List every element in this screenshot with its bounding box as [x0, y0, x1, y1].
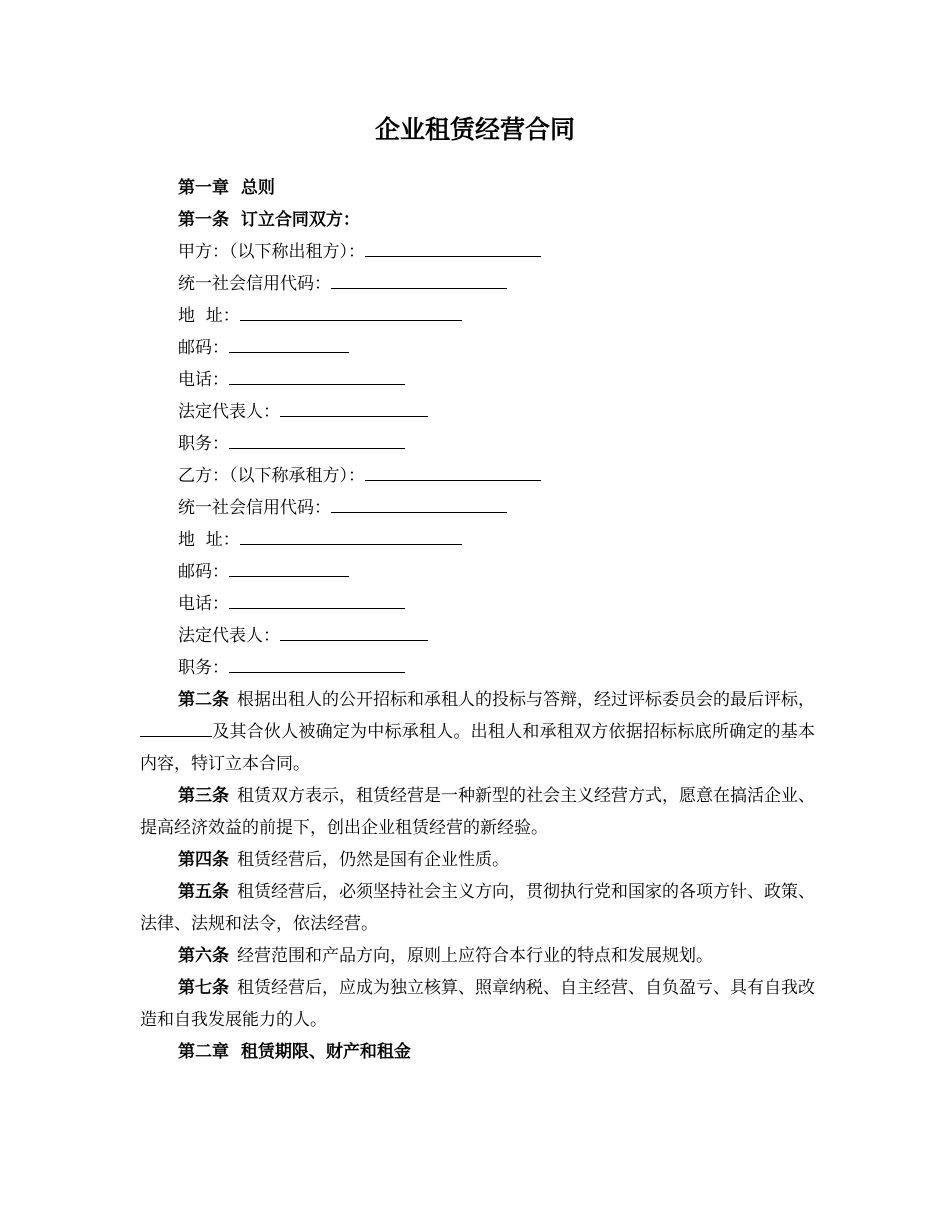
party-a-blank[interactable] — [365, 238, 541, 257]
party-b-code-label: 统一社会信用代码： — [178, 498, 331, 518]
party-b-postcode-label: 邮码： — [178, 562, 229, 582]
article-3-text: 租赁双方表示，租赁经营是一种新型的社会主义经营方式，愿意在搞活企业、提高经济效益的前提下，创出企业租赁经营的新经验。 — [140, 786, 815, 838]
article-7-text: 租赁经营后，应成为独立核算、照章纳税、自主经营、自负盈亏、具有自我改造和自我发展能力的人。 — [140, 978, 815, 1030]
article-7 — [140, 972, 815, 1036]
party-b-blank[interactable] — [365, 462, 541, 481]
party-a-rep-line — [178, 396, 428, 428]
article-3-label: 第三条 — [178, 786, 229, 806]
chapter-1-heading — [178, 172, 275, 204]
party-b-postcode-blank[interactable] — [229, 558, 349, 577]
party-b-code-blank[interactable] — [331, 494, 507, 513]
party-b-code-line — [178, 492, 507, 524]
party-b-address-blank[interactable] — [240, 526, 462, 545]
article-2-text-b: 及其合伙人被确定为中标承租人。出租人和承租双方依据招标标底所确定的基本内容，特订立本合同。 — [140, 722, 815, 774]
party-a-address-blank[interactable] — [240, 302, 462, 321]
party-a-position-blank[interactable] — [229, 430, 405, 449]
party-b-line — [178, 460, 541, 492]
party-b-phone-line — [178, 588, 405, 620]
party-a-code-line — [178, 268, 507, 300]
party-a-address-line — [178, 300, 462, 332]
article-1-label: 第一条 — [178, 210, 229, 230]
article-1-heading — [178, 204, 360, 236]
party-a-position-line — [178, 428, 405, 460]
party-a-postcode-line — [178, 332, 349, 364]
article-5-text: 租赁经营后，必须坚持社会主义方向，贯彻执行党和国家的各项方针、政策、法律、法规和法令，依法经营。 — [140, 882, 815, 934]
party-a-label: 甲方：（以下称出租方）： — [178, 242, 365, 262]
chapter-1-name: 总则 — [240, 178, 275, 198]
article-6-label: 第六条 — [178, 946, 229, 966]
document-title: 企业租赁经营合同 — [374, 115, 575, 144]
article-4-label: 第四条 — [178, 850, 229, 870]
article-2-blank[interactable] — [140, 718, 212, 737]
party-a-position-label: 职务： — [178, 434, 229, 454]
party-a-code-label: 统一社会信用代码： — [178, 274, 331, 294]
party-b-position-blank[interactable] — [229, 654, 405, 673]
article-2-label: 第二条 — [178, 690, 229, 710]
article-6-text: 经营范围和产品方向，原则上应符合本行业的特点和发展规划。 — [237, 946, 713, 966]
party-a-postcode-label: 邮码： — [178, 338, 229, 358]
chapter-1-label: 第一章 — [178, 178, 229, 198]
party-b-label: 乙方：（以下称承租方）： — [178, 466, 365, 486]
chapter-2-label: 第二章 — [178, 1042, 229, 1062]
party-b-phone-label: 电话： — [178, 594, 229, 614]
party-a-rep-blank[interactable] — [280, 398, 428, 417]
party-b-phone-blank[interactable] — [229, 590, 405, 609]
party-a-line — [178, 236, 541, 268]
article-3 — [140, 780, 815, 844]
party-b-position-line — [178, 652, 405, 684]
article-5 — [140, 876, 815, 940]
party-b-rep-label: 法定代表人： — [178, 626, 280, 646]
article-4-text: 租赁经营后，仍然是国有企业性质。 — [237, 850, 509, 870]
article-2 — [140, 684, 815, 780]
article-5-label: 第五条 — [178, 882, 229, 902]
chapter-2-heading — [178, 1036, 411, 1068]
party-b-address-label: 地 址： — [178, 530, 240, 550]
chapter-2-name: 租赁期限、财产和租金 — [240, 1042, 411, 1062]
party-b-position-label: 职务： — [178, 658, 229, 678]
party-a-phone-line — [178, 364, 405, 396]
article-6 — [140, 940, 815, 972]
article-7-label: 第七条 — [178, 978, 229, 998]
party-a-postcode-blank[interactable] — [229, 334, 349, 353]
party-b-rep-blank[interactable] — [280, 622, 428, 641]
party-a-phone-blank[interactable] — [229, 366, 405, 385]
party-a-code-blank[interactable] — [331, 270, 507, 289]
party-b-rep-line — [178, 620, 428, 652]
article-2-text-a: 根据出租人的公开招标和承租人的投标与答辩，经过评标委员会的最后评标， — [237, 690, 815, 710]
party-b-postcode-line — [178, 556, 349, 588]
party-a-rep-label: 法定代表人： — [178, 402, 280, 422]
party-a-phone-label: 电话： — [178, 370, 229, 390]
party-a-address-label: 地 址： — [178, 306, 240, 326]
party-b-address-line — [178, 524, 462, 556]
article-1-text: 订立合同双方： — [240, 210, 360, 230]
article-4 — [140, 844, 815, 876]
